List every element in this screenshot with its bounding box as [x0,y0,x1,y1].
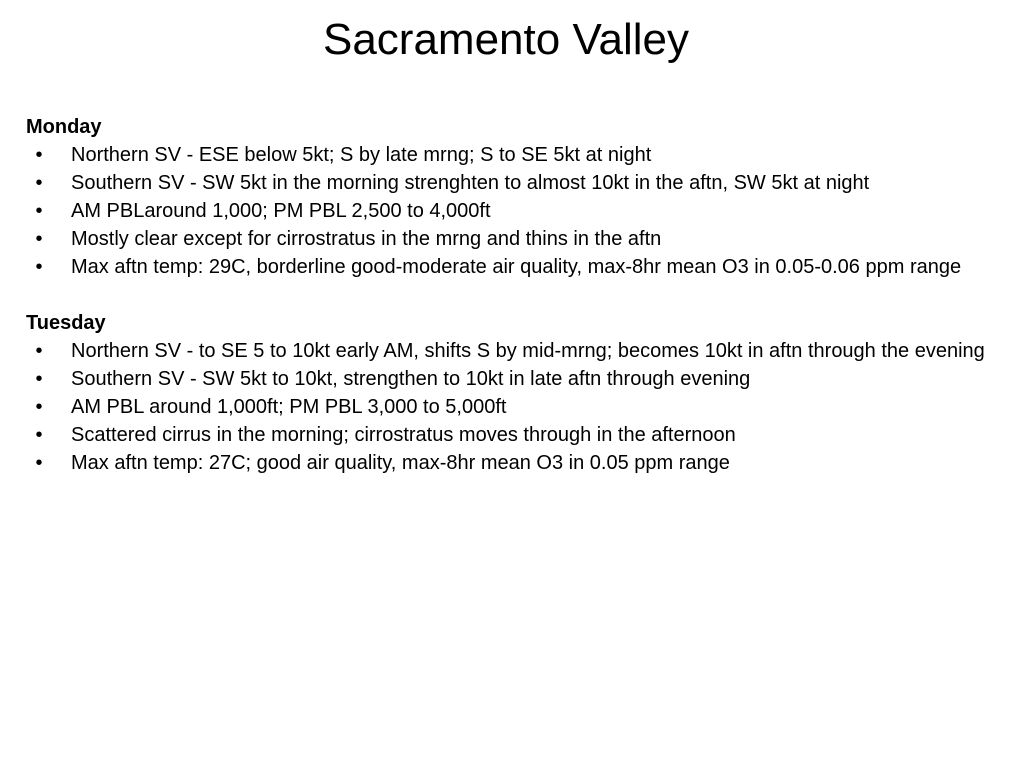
bullet-item [26,337,996,365]
bullet-dot-icon: • [35,144,43,166]
bullet-text: Scattered cirrus in the morning; cirrostratus moves through in the afternoon [71,424,736,446]
bullet-text: Max aftn temp: 29C, borderline good-moderate air quality, max-8hr mean O3 in 0.05-0.06 ppm range [71,256,962,278]
bullet-item [26,393,996,421]
bullet-dot-icon: • [35,172,43,194]
bullet-item [26,225,996,253]
bullet-dot-icon: • [35,368,43,390]
section-heading: Tuesday [26,312,106,334]
bullet-dot-icon: • [35,396,43,418]
bullet-text: Northern SV - ESE below 5kt; S by late mrng; S to SE 5kt at night [71,144,652,166]
bullet-dot-icon: • [35,200,43,222]
bullet-text: Southern SV - SW 5kt in the morning strenghten to almost 10kt in the aftn, SW 5kt at night [71,172,870,194]
bullet-dot-icon: • [35,256,43,278]
bullet-item [26,141,996,169]
bullet-item [26,449,996,477]
bullet-text: Southern SV - SW 5kt to 10kt, strengthen to 10kt in late aftn through evening [71,368,751,390]
bullet-dot-icon: • [35,340,43,362]
section-heading: Monday [26,116,102,138]
section-monday [26,113,996,281]
bullet-dot-icon: • [35,228,43,250]
slide-title: Sacramento Valley [322,15,690,64]
bullet-item [26,169,996,197]
bullet-item [26,197,996,225]
bullet-text: Northern SV - to SE 5 to 10kt early AM, shifts S by mid-mrng; becomes 10kt in aftn through the evening [71,340,985,362]
bullet-list [26,337,996,477]
bullet-item [26,365,996,393]
bullet-text: Max aftn temp: 27C; good air quality, max-8hr mean O3 in 0.05 ppm range [71,452,730,474]
bullet-dot-icon: • [35,452,43,474]
bullet-text: AM PBLaround 1,000; PM PBL 2,500 to 4,000ft [71,200,491,222]
bullet-text: Mostly clear except for cirrostratus in the mrng and thins in the aftn [71,228,662,250]
slide-content [26,113,996,477]
bullet-item [26,253,996,281]
section-tuesday [26,309,996,477]
bullet-text: AM PBL around 1,000ft; PM PBL 3,000 to 5,000ft [71,396,507,418]
bullet-list [26,141,996,281]
bullet-item [26,421,996,449]
bullet-dot-icon: • [35,424,43,446]
